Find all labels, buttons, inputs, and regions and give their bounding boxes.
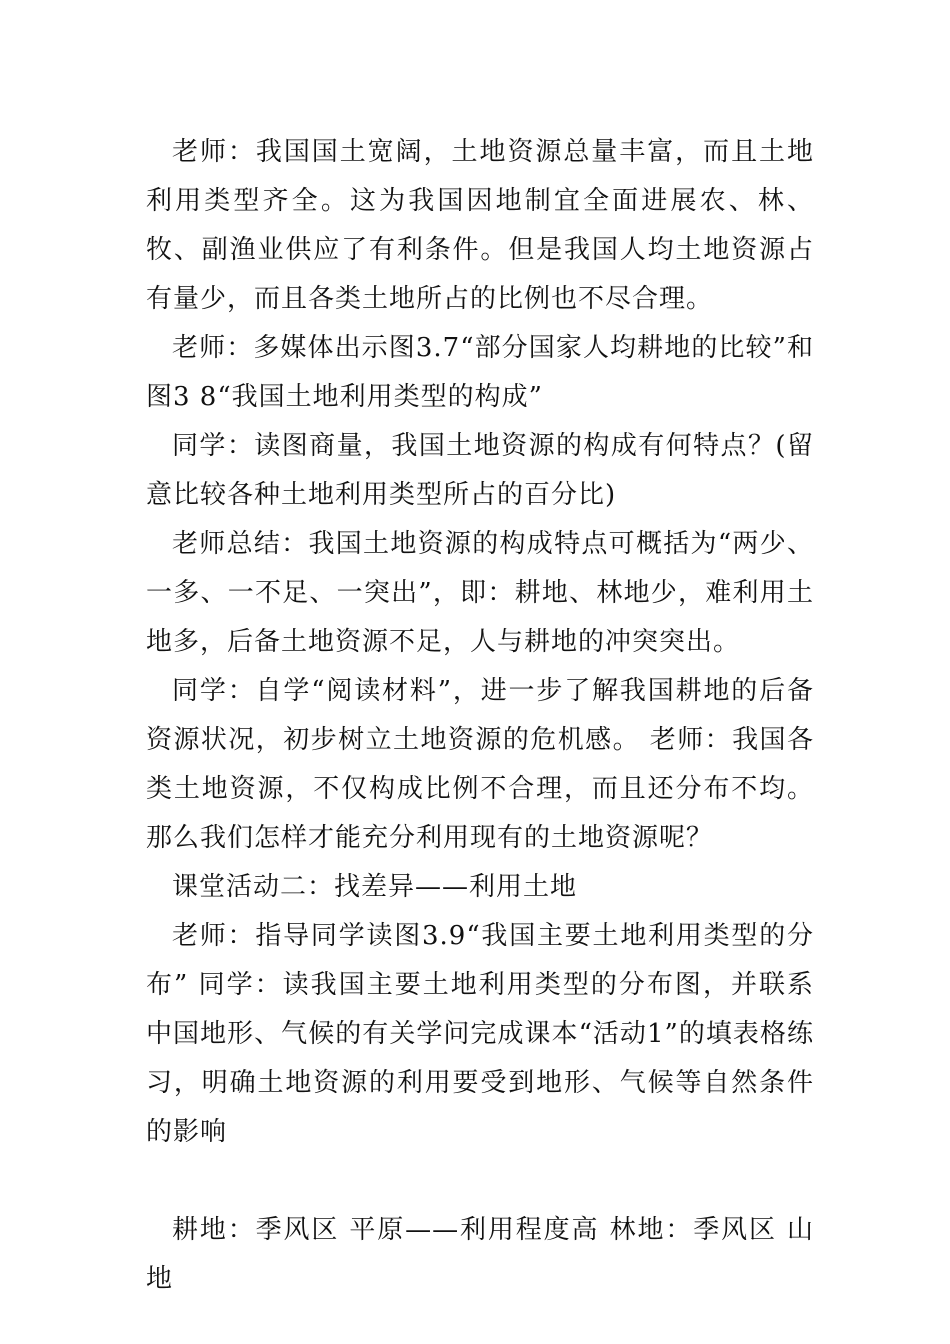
paragraph-teacher-summary: 老师总结：我国土地资源的构成特点可概括为“两少、一多、一不足、一突出”，即：耕地、林地少，难利用土地多，后备土地资源不足，人与耕地的冲突突出。	[146, 529, 814, 657]
blank-line	[146, 1157, 814, 1206]
paragraph-teacher-multimedia: 老师：多媒体出示图3.7“部分国家人均耕地的比较”和图3 8“我国土地利用类型的构成”	[146, 333, 814, 412]
paragraph-activity-heading: 课堂活动二：找差异——利用土地	[172, 872, 578, 902]
paragraph-student-discussion: 同学：读图商量，我国土地资源的构成有何特点？(留意比较各种土地利用类型所占的百分比)	[146, 431, 814, 510]
paragraph-teacher-intro: 老师：我国国土宽阔，土地资源总量丰富，而且土地利用类型齐全。这为我国因地制宜全面进展农、林、牧、副渔业供应了有利条件。但是我国人均土地资源占有量少，而且各类土地所占的比例也不尽合理。	[146, 137, 814, 314]
paragraph-land-use-summary: 耕地：季风区 平原——利用程度高 林地：季风区 山地	[146, 1215, 814, 1294]
document-body	[146, 128, 814, 1304]
paragraph-student-reading: 同学：自学“阅读材料”，进一步了解我国耕地的后备资源状况，初步树立土地资源的危机感。 老师：我国各类土地资源，不仅构成比例不合理，而且还分布不均。那么我们怎样才能充分利用现有的土地资源呢？	[146, 676, 814, 853]
paragraph-teacher-guidance: 老师：指导同学读图3.9“我国主要土地利用类型的分布” 同学：读我国主要土地利用类型的分布图，并联系中国地形、气候的有关学问完成课本“活动1”的填表格练习，明确土地资源的利用要受到地形、气候等自然条件的影响	[146, 921, 814, 1147]
